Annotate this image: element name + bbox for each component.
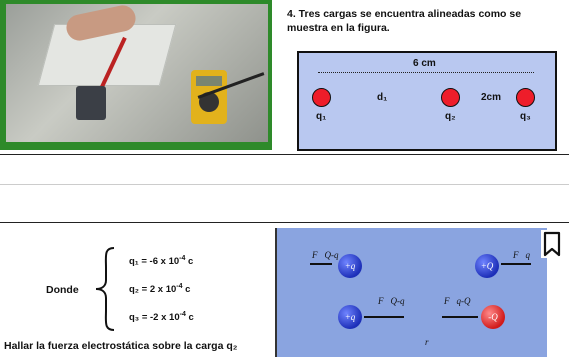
distance-r-label: r [425,337,429,347]
charge-minus-Q: -Q [481,305,505,329]
charge-q2 [441,88,460,107]
charge-q1 [312,88,331,107]
force-label-top-right: F⃗q [513,250,530,260]
problem-title-line2: muestra en la figura. [287,22,390,34]
q2-value: q₂ = 2 x $10^{-4}$ c [129,283,191,296]
q3-value: q₃ = -2 x $10^{-4}$ c [129,311,194,324]
divider [0,184,569,185]
charge-q3-label: q₃ [520,111,531,122]
charge-q2-label: q₂ [445,111,456,122]
force-diagram [275,228,547,357]
experiment-photo [0,0,272,150]
force-label-bottom-right: F⃗q-Q [444,296,471,306]
charge-plus-q-top: +q [338,254,362,278]
divider [0,222,569,223]
problem-title-line1: 4. Tres cargas se encuentra alineadas como se [287,8,522,20]
force-arrow [501,263,531,265]
force-label-top-left: F⃗Q-q [312,250,339,260]
force-arrow [310,263,332,265]
force-label-bottom-left: F⃗Q-q [378,296,405,306]
distance-d1-label: d₁ [377,92,388,103]
curly-brace [94,246,116,332]
question-text: Hallar la fuerza electrostática sobre la carga q₂ [4,340,238,352]
bookmark-icon[interactable] [541,230,563,258]
charge-plus-Q-top: +Q [475,254,499,278]
donde-label: Donde [46,284,79,296]
distance-line [318,72,534,73]
distance-d2-label: 2cm [481,92,502,103]
distance-total-label: 6 cm [413,58,436,69]
force-arrow [442,316,478,318]
charge-q1-label: q₁ [316,111,327,122]
charge-q3 [516,88,535,107]
divider [0,154,569,155]
q1-value: q₁ = -6 x $10^{-4}$ c [129,255,194,268]
problem-statement [287,7,567,35]
force-arrow [364,316,404,318]
charge-plus-q-bottom: +q [338,305,362,329]
